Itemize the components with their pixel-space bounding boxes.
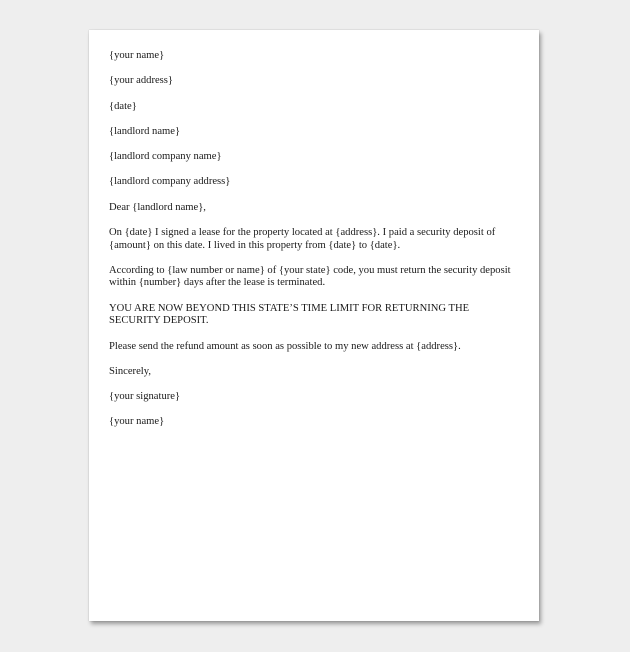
letter-date: {date} [109,100,137,112]
signature-name: {your name} [109,416,165,428]
document-page [89,30,539,621]
paragraph-refund-request: Please send the refund amount as soon as possible to my new address at {address}. [109,340,461,352]
sender-address: {your address} [109,75,174,87]
paragraph-legal-basis: According to {law number or name} of {your state} code, you must return the security deposit within {number} days after the lease is terminated. [109,264,511,289]
paragraph-lease-details: On {date} I signed a lease for the property located at {address}. I paid a security deposit of {amount} on this date. I lived in this property from {date} to {date}. [109,226,496,251]
closing: Sincerely, [109,365,151,377]
letter-body [109,50,515,442]
landlord-company-name: {landlord company name} [109,151,222,163]
salutation: Dear {landlord name}, [109,201,206,213]
paragraph-time-limit-notice: YOU ARE NOW BEYOND THIS STATE’S TIME LIMIT FOR RETURNING THE SECURITY DEPOSIT. [109,302,470,327]
sender-name: {your name} [109,50,165,61]
landlord-company-address: {landlord company address} [109,176,231,188]
signature: {your signature} [109,391,181,403]
landlord-name: {landlord name} [109,125,181,137]
